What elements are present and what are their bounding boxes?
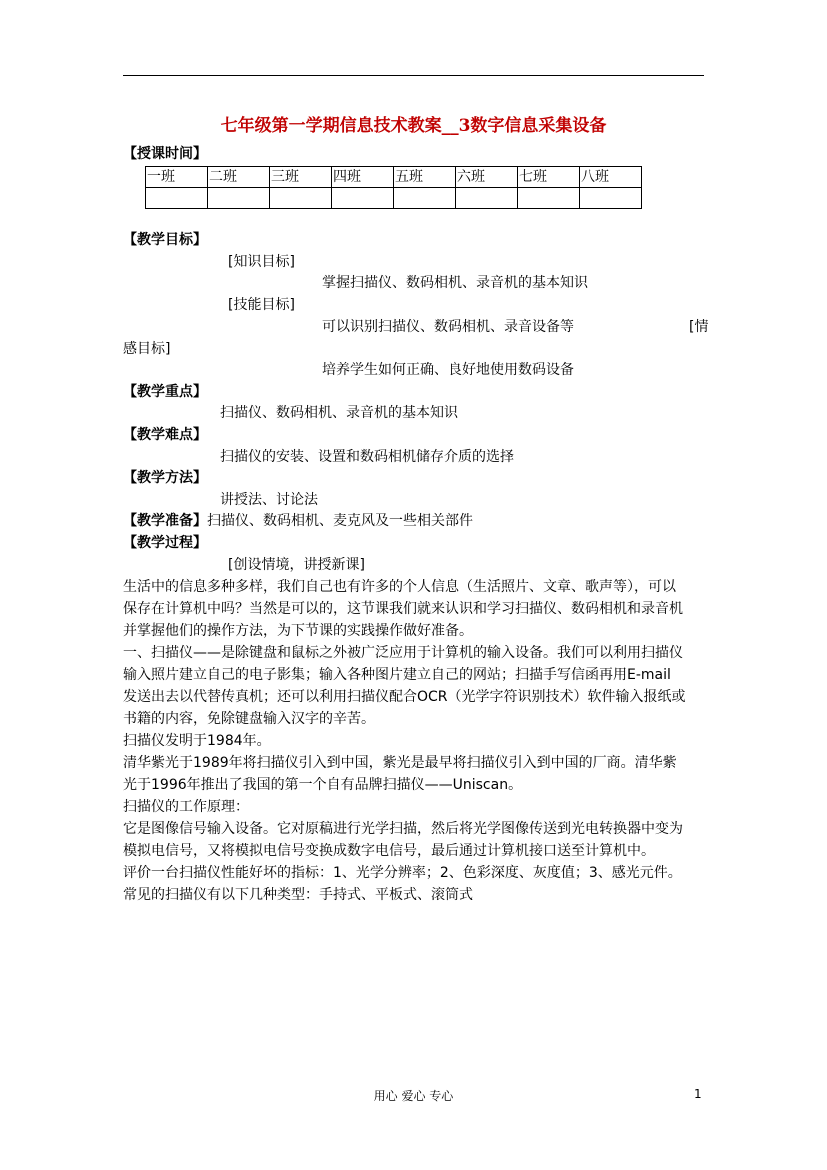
- process-subheading: [创设情境，讲授新课]: [228, 557, 365, 573]
- table-header-cell: 一班: [146, 167, 208, 188]
- preparation-text: 扫描仪、数码相机、麦克风及一些相关部件: [207, 513, 473, 529]
- difficulties-text: 扫描仪的安装、设置和数码相机储存介质的选择: [220, 449, 514, 465]
- emotion-goal-label-start: [情: [689, 319, 709, 335]
- table-cell: [394, 188, 456, 209]
- knowledge-goal-text: 掌握扫描仪、数码相机、录音机的基本知识: [322, 275, 588, 291]
- body-paragraph-line: 输入照片建立自己的电子影集；输入各种图片建立自己的网站；扫描手写信函再用E-mail: [123, 667, 671, 683]
- body-paragraph-line: 模拟电信号，又将模拟电信号变换成数字电信号，最后通过计算机接口送至计算机中。: [123, 843, 655, 859]
- table-row: [146, 167, 642, 188]
- body-paragraph-line: 并掌握他们的操作方法，为下节课的实践操作做好准备。: [123, 623, 473, 639]
- emotion-goal-text: 培养学生如何正确、良好地使用数码设备: [322, 362, 574, 378]
- body-paragraph-line: 光于1996年推出了我国的第一个自有品牌扫描仪——Uniscan。: [123, 777, 523, 793]
- table-cell: [208, 188, 270, 209]
- section-key-points: 【教学重点】: [123, 384, 207, 400]
- emotion-goal-label-end: 感目标]: [123, 341, 171, 357]
- body-paragraph-line: 常见的扫描仪有以下几种类型：手持式、平板式、滚筒式: [123, 887, 473, 903]
- body-paragraph-line: 评价一台扫描仪性能好坏的指标：1、光学分辨率；2、色彩深度、灰度值；3、感光元件。: [123, 865, 682, 881]
- skill-goal-text: 可以识别扫描仪、数码相机、录音设备等: [322, 319, 574, 335]
- body-paragraph-line: 生活中的信息多种多样，我们自己也有许多的个人信息（生活照片、文章、歌声等），可以: [123, 579, 676, 595]
- section-methods: 【教学方法】: [123, 470, 207, 486]
- page-number: 1: [694, 1087, 702, 1101]
- section-difficulties: 【教学难点】: [123, 427, 207, 443]
- body-paragraph-line: 书籍的内容，免除键盘输入汉字的辛苦。: [123, 711, 375, 727]
- knowledge-goal-label: [知识目标]: [228, 254, 295, 270]
- body-paragraph-line: 清华紫光于1989年将扫描仪引入到中国，紫光是最早将扫描仪引入到中国的厂商。清华紫: [123, 755, 677, 771]
- table-header-cell: 五班: [394, 167, 456, 188]
- table-cell: [270, 188, 332, 209]
- skill-goal-label: [技能目标]: [228, 297, 295, 313]
- section-preparation: 【教学准备】: [123, 513, 207, 529]
- table-header-cell: 七班: [518, 167, 580, 188]
- body-paragraph-line: 保存在计算机中吗？当然是可以的，这节课我们就来认识和学习扫描仪、数码相机和录音机: [123, 601, 683, 617]
- methods-text: 讲授法、讨论法: [220, 492, 318, 508]
- table-header-cell: 二班: [208, 167, 270, 188]
- table-header-cell: 三班: [270, 167, 332, 188]
- table-cell: [332, 188, 394, 209]
- table-header-cell: 六班: [456, 167, 518, 188]
- class-schedule-table: [145, 166, 642, 209]
- body-paragraph-line: 扫描仪的工作原理：: [123, 799, 249, 815]
- table-row: [146, 188, 642, 209]
- body-paragraph-line: 它是图像信号输入设备。它对原稿进行光学扫描，然后将光学图像传送到光电转换器中变为: [123, 821, 683, 837]
- table-cell: [580, 188, 642, 209]
- table-cell: [518, 188, 580, 209]
- header-rule: [123, 75, 704, 76]
- body-paragraph-line: 扫描仪发明于1984年。: [123, 733, 271, 749]
- section-teaching-time: 【授课时间】: [123, 146, 207, 162]
- body-paragraph-line: 发送出去以代替传真机；还可以利用扫描仪配合OCR（光学字符识别技术）软件输入报纸或: [123, 689, 686, 705]
- table-header-cell: 八班: [580, 167, 642, 188]
- page-footer: 用心 爱心 专心: [373, 1089, 454, 1103]
- section-teaching-goals: 【教学目标】: [123, 232, 207, 248]
- section-process: 【教学过程】: [123, 535, 207, 551]
- table-cell: [456, 188, 518, 209]
- key-points-text: 扫描仪、数码相机、录音机的基本知识: [220, 405, 458, 421]
- body-paragraph-line: 一、扫描仪——是除键盘和鼠标之外被广泛应用于计算机的输入设备。我们可以利用扫描仪: [123, 645, 683, 661]
- document-title: 七年级第一学期信息技术教案__3数字信息采集设备: [220, 116, 607, 136]
- table-header-cell: 四班: [332, 167, 394, 188]
- preparation-line: [123, 511, 473, 531]
- table-cell: [146, 188, 208, 209]
